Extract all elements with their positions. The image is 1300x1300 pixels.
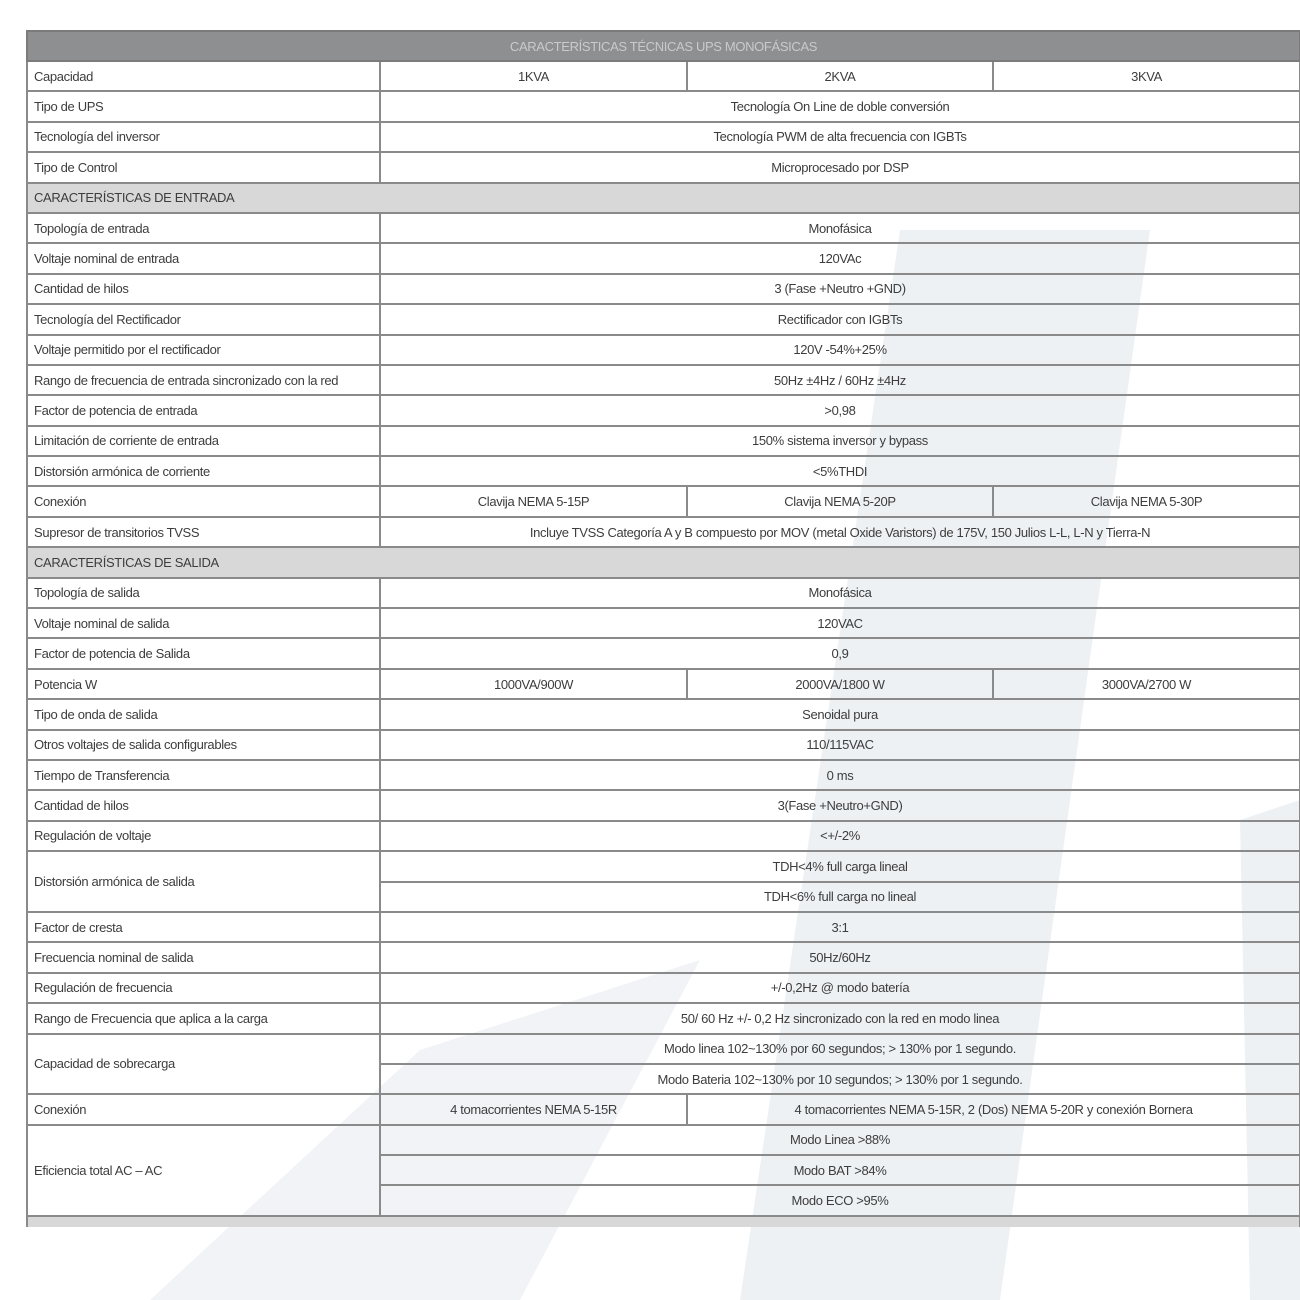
row-value: 3:1 <box>380 912 1300 942</box>
row-value: 0 ms <box>380 760 1300 790</box>
row-value: Modo linea 102~130% por 60 segundos; > 130% por 1 segundo. <box>380 1034 1300 1064</box>
row-label: Distorsión armónica de corriente <box>27 456 380 486</box>
table-row <box>27 243 1300 273</box>
table-row <box>27 638 1300 668</box>
row-value: 3000VA/2700 W <box>993 669 1300 699</box>
table-row <box>27 851 1300 881</box>
row-label: Topología de entrada <box>27 213 380 243</box>
row-value: Tecnología PWM de alta frecuencia con IGBTs <box>380 122 1300 152</box>
row-value: 120VAc <box>380 243 1300 273</box>
row-value: 3KVA <box>993 61 1300 91</box>
specifications-table <box>26 30 1300 1227</box>
table-row <box>27 669 1300 699</box>
row-value: 3(Fase +Neutro+GND) <box>380 790 1300 820</box>
row-value: Clavija NEMA 5-20P <box>687 486 993 516</box>
table-row <box>27 942 1300 972</box>
row-label: Potencia W <box>27 669 380 699</box>
table-row <box>27 973 1300 1003</box>
row-value: 1000VA/900W <box>380 669 687 699</box>
table-row <box>27 365 1300 395</box>
table-row <box>27 304 1300 334</box>
row-label: Rango de frecuencia de entrada sincronizado con la red <box>27 365 380 395</box>
row-label: Tipo de UPS <box>27 91 380 121</box>
row-value: 2KVA <box>687 61 993 91</box>
row-label: Conexión <box>27 1094 380 1124</box>
row-value: Modo BAT >84% <box>380 1155 1300 1185</box>
table-row <box>27 912 1300 942</box>
row-label: Rango de Frecuencia que aplica a la carga <box>27 1003 380 1033</box>
table-row <box>27 608 1300 638</box>
table-row <box>27 1094 1300 1124</box>
row-value: 110/115VAC <box>380 730 1300 760</box>
section-header-row <box>27 547 1300 577</box>
table-row <box>27 426 1300 456</box>
row-value: TDH<4% full carga lineal <box>380 851 1300 881</box>
row-value: Senoidal pura <box>380 699 1300 729</box>
table-row <box>27 1034 1300 1064</box>
table-row <box>27 152 1300 182</box>
row-label: Regulación de voltaje <box>27 821 380 851</box>
table-row <box>27 335 1300 365</box>
table-row <box>27 1003 1300 1033</box>
table-row <box>27 517 1300 547</box>
row-label: Cantidad de hilos <box>27 274 380 304</box>
table-row <box>27 122 1300 152</box>
table-continuation-row <box>27 1216 1300 1227</box>
table-row <box>27 1125 1300 1155</box>
row-value: >0,98 <box>380 395 1300 425</box>
row-value: 50Hz/60Hz <box>380 942 1300 972</box>
table-row <box>27 274 1300 304</box>
row-label: Otros voltajes de salida configurables <box>27 730 380 760</box>
continuation-cell <box>27 1216 1300 1227</box>
row-label: Limitación de corriente de entrada <box>27 426 380 456</box>
row-value: Modo Linea >88% <box>380 1125 1300 1155</box>
table-row <box>27 213 1300 243</box>
table-row <box>27 456 1300 486</box>
table-title: CARACTERÍSTICAS TÉCNICAS UPS MONOFÁSICAS <box>27 31 1300 61</box>
row-label: Factor de potencia de entrada <box>27 395 380 425</box>
row-value: <+/-2% <box>380 821 1300 851</box>
table-row <box>27 730 1300 760</box>
row-label: Tipo de onda de salida <box>27 699 380 729</box>
row-label: Tecnología del inversor <box>27 122 380 152</box>
row-label: Voltaje permitido por el rectificador <box>27 335 380 365</box>
table-row <box>27 699 1300 729</box>
row-value: 1KVA <box>380 61 687 91</box>
row-value: Microprocesado por DSP <box>380 152 1300 182</box>
row-value: Rectificador con IGBTs <box>380 304 1300 334</box>
row-label: Capacidad de sobrecarga <box>27 1034 380 1095</box>
table-row <box>27 760 1300 790</box>
row-value: 0,9 <box>380 638 1300 668</box>
section-title: CARACTERÍSTICAS DE SALIDA <box>27 547 1300 577</box>
row-value: Modo Bateria 102~130% por 10 segundos; > 130% por 1 segundo. <box>380 1064 1300 1094</box>
table-row <box>27 790 1300 820</box>
row-value: 4 tomacorrientes NEMA 5-15R <box>380 1094 687 1124</box>
row-value: 4 tomacorrientes NEMA 5-15R, 2 (Dos) NEMA 5-20R y conexión Bornera <box>687 1094 1300 1124</box>
table-row <box>27 91 1300 121</box>
row-label: Factor de potencia de Salida <box>27 638 380 668</box>
row-label: Voltaje nominal de entrada <box>27 243 380 273</box>
row-value: Monofásica <box>380 578 1300 608</box>
row-label: Conexión <box>27 486 380 516</box>
row-value: Clavija NEMA 5-15P <box>380 486 687 516</box>
row-value: Incluye TVSS Categoría A y B compuesto por MOV (metal Oxide Varistors) de 175V, 150 Julios L-L, L-N y Tierra-N <box>380 517 1300 547</box>
row-value: Tecnología On Line de doble conversión <box>380 91 1300 121</box>
row-value: 150% sistema inversor y bypass <box>380 426 1300 456</box>
row-value: Clavija NEMA 5-30P <box>993 486 1300 516</box>
row-value: 50/ 60 Hz +/- 0,2 Hz sincronizado con la red en modo linea <box>380 1003 1300 1033</box>
row-value: +/-0,2Hz @ modo batería <box>380 973 1300 1003</box>
row-label: Eficiencia total AC – AC <box>27 1125 380 1216</box>
row-label: Voltaje nominal de salida <box>27 608 380 638</box>
table-row <box>27 61 1300 91</box>
row-value: Monofásica <box>380 213 1300 243</box>
table-row <box>27 578 1300 608</box>
row-label: Factor de cresta <box>27 912 380 942</box>
row-label: Distorsión armónica de salida <box>27 851 380 912</box>
row-label: Frecuencia nominal de salida <box>27 942 380 972</box>
row-value: <5%THDI <box>380 456 1300 486</box>
row-value: 3 (Fase +Neutro +GND) <box>380 274 1300 304</box>
row-label: Tipo de Control <box>27 152 380 182</box>
row-label: Regulación de frecuencia <box>27 973 380 1003</box>
row-label: Cantidad de hilos <box>27 790 380 820</box>
row-value: 2000VA/1800 W <box>687 669 993 699</box>
row-label: Capacidad <box>27 61 380 91</box>
table-row <box>27 486 1300 516</box>
table-title-row <box>27 31 1300 61</box>
section-header-row <box>27 183 1300 213</box>
row-value: Modo ECO >95% <box>380 1185 1300 1215</box>
section-title: CARACTERÍSTICAS DE ENTRADA <box>27 183 1300 213</box>
row-value: 50Hz ±4Hz / 60Hz ±4Hz <box>380 365 1300 395</box>
row-label: Tecnología del Rectificador <box>27 304 380 334</box>
row-value: 120V -54%+25% <box>380 335 1300 365</box>
row-value: TDH<6% full carga no lineal <box>380 882 1300 912</box>
row-label: Tiempo de Transferencia <box>27 760 380 790</box>
table-row <box>27 395 1300 425</box>
row-value: 120VAC <box>380 608 1300 638</box>
row-label: Topología de salida <box>27 578 380 608</box>
table-row <box>27 821 1300 851</box>
row-label: Supresor de transitorios TVSS <box>27 517 380 547</box>
